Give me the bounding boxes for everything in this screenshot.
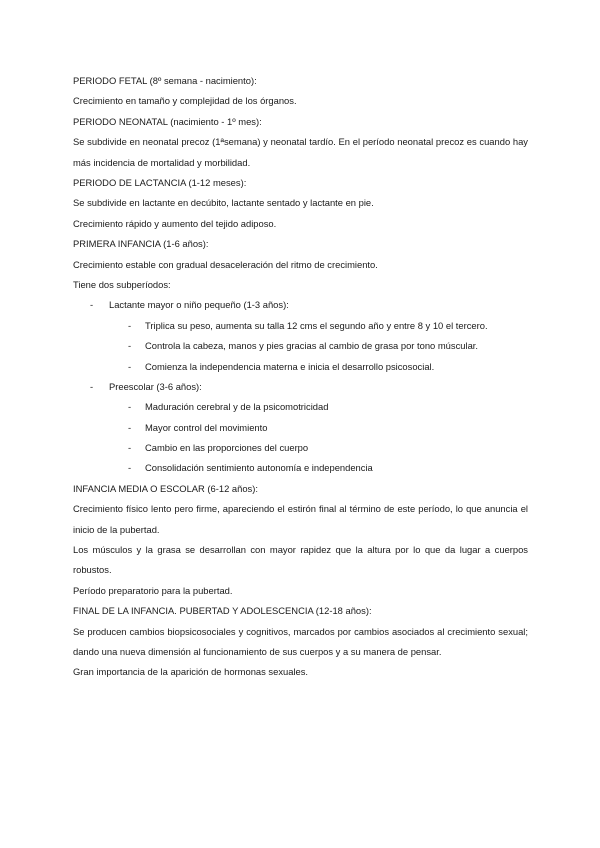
paragraph: Crecimiento estable con gradual desaceleración del ritmo de crecimiento. — [73, 258, 378, 270]
list-item-text: Triplica su peso, aumenta su talla 12 cms el segundo año y entre 8 y 10 el tercero. — [145, 319, 488, 331]
list-item-text: Mayor control del movimiento — [145, 421, 268, 433]
heading-periodo-fetal: PERIODO FETAL (8º semana - nacimiento): — [73, 75, 257, 86]
paragraph: Período preparatorio para la pubertad. — [73, 584, 233, 596]
list-item — [73, 438, 528, 458]
dash-bullet: - — [128, 360, 132, 372]
list-item — [73, 316, 528, 336]
list-item — [73, 336, 528, 356]
list-item-text: Cambio en las proporciones del cuerpo — [145, 442, 309, 454]
list-item — [73, 397, 528, 417]
list-item-text: Maduración cerebral y de la psicomotricidad — [145, 401, 329, 413]
paragraph: Gran importancia de la aparición de hormonas sexuales. — [73, 666, 309, 678]
paragraph: Los músculos y la grasa se desarrollan con mayor rapidez que la altura por lo que da lugar a cuerpos robustos. — [73, 544, 528, 576]
subperiod-title — [73, 295, 528, 315]
dash-bullet: - — [90, 380, 94, 392]
paragraph: Crecimiento en tamaño y complejidad de los órganos. — [73, 95, 297, 107]
subperiod-label: Preescolar (3-6 años): — [109, 380, 202, 392]
list-item — [73, 458, 528, 478]
paragraph: Crecimiento rápido y aumento del tejido adiposo. — [73, 217, 277, 229]
document-body — [73, 71, 528, 683]
heading-primera-infancia: PRIMERA INFANCIA (1-6 años): — [73, 238, 209, 250]
list-item-text: Controla la cabeza, manos y pies gracias al cambio de grasa por tono múscular. — [145, 340, 478, 352]
paragraph: Se subdivide en neonatal precoz (1ªsemana) y neonatal tardío. En el período neonatal precoz es cuando hay más incidencia de mortalidad y morbilidad. — [73, 136, 528, 168]
dash-bullet: - — [128, 421, 132, 433]
list-item-text: Consolidación sentimiento autonomía e independencia — [145, 462, 373, 474]
list-item — [73, 357, 528, 377]
subperiod-label: Lactante mayor o niño pequeño (1-3 años): — [109, 299, 289, 311]
paragraph: Se producen cambios biopsicosociales y cognitivos, marcados por cambios asociados al crecimiento sexual; dando una nueva dimensión al funcionamiento de sus cuerpos y a su manera de pensar. — [73, 625, 528, 658]
dash-bullet: - — [128, 340, 132, 352]
paragraph: Se subdivide en lactante en decúbito, lactante sentado y lactante en pie. — [73, 197, 374, 209]
paragraph: Crecimiento físico lento pero firme, apareciendo el estirón final al término de este período, lo que anuncia el inicio de la pubertad. — [73, 503, 528, 535]
list-item-text: Comienza la independencia materna e inicia el desarrollo psicosocial. — [145, 360, 435, 372]
dash-bullet: - — [128, 462, 132, 474]
subperiod-title — [73, 377, 528, 397]
paragraph: Tiene dos subperíodos: — [73, 278, 171, 290]
dash-bullet: - — [90, 299, 94, 311]
heading-infancia-media: INFANCIA MEDIA O ESCOLAR (6-12 años): — [73, 482, 258, 494]
heading-periodo-lactancia: PERIODO DE LACTANCIA (1-12 meses): — [73, 176, 247, 188]
dash-bullet: - — [128, 401, 132, 413]
heading-final-infancia: FINAL DE LA INFANCIA. PUBERTAD Y ADOLESCENCIA (12-18 años): — [73, 605, 372, 617]
heading-periodo-neonatal: PERIODO NEONATAL (nacimiento - 1º mes): — [73, 115, 262, 127]
dash-bullet: - — [128, 319, 132, 331]
list-item — [73, 418, 528, 438]
dash-bullet: - — [128, 442, 132, 454]
